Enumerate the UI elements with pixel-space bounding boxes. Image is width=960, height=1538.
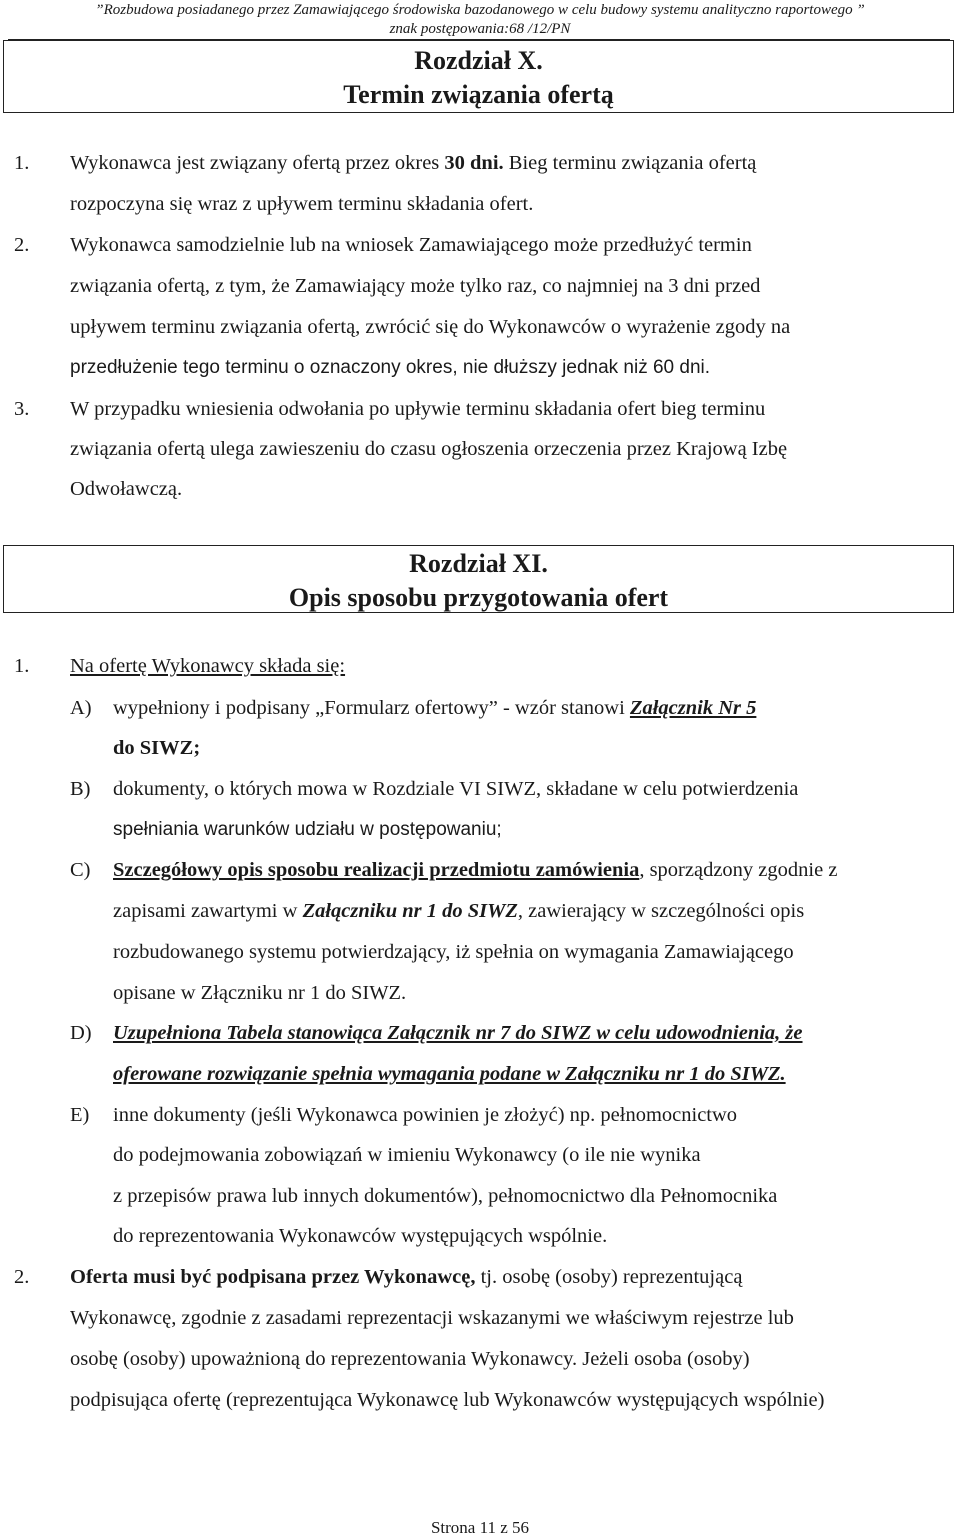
ch10-item-3-number: 3. (14, 398, 30, 420)
item-c-line-2: zapisami zawartymi w Załączniku nr 1 do SIWZ, zawierający w szczególności opis (113, 900, 805, 922)
chapter-11-title-box (3, 545, 954, 613)
ch10-item-3-line-2: związania ofertą ulega zawieszeniu do czasu ogłoszenia orzeczenia przez Krajową Izbę (70, 438, 788, 460)
item-a-line-1: wypełniony i podpisany „Formularz ofertowy” - wzór stanowi Załącznik Nr 5 (113, 697, 757, 719)
ch10-item-2-line-4: przedłużenie tego terminu o oznaczony okres, nie dłuższy jednak niż 60 dni. (70, 357, 711, 378)
chapter-11-title: Opis sposobu przygotowania ofert (288, 583, 669, 612)
page-number: Strona 11 z 56 (430, 1518, 530, 1537)
item-d-line-1: Uzupełniona Tabela stanowiąca Załącznik nr 7 do SIWZ w celu udowodnienia, że (113, 1022, 803, 1044)
chapter-10-title: Termin związania ofertą (343, 80, 614, 109)
item-b-line-2: spełniania warunków udziału w postępowaniu; (113, 819, 502, 840)
item-c-line-1: Szczegółowy opis sposobu realizacji przedmiotu zamówienia, sporządzony zgodnie z (113, 859, 838, 881)
item-c-line-3: rozbudowanego systemu potwierdzający, iż spełnia on wymagania Zamawiającego (113, 941, 794, 963)
ch11-section-2-number: 2. (14, 1266, 30, 1288)
item-e-line-3: z przepisów prawa lub innych dokumentów), pełnomocnictwo dla Pełnomocnika (113, 1185, 778, 1207)
item-a-label: A) (70, 697, 92, 719)
header-case-number: znak postępowania:68 /12/PN (389, 21, 571, 37)
item-d-line-2: oferowane rozwiązanie spełnia wymagania podane w Załączniku nr 1 do SIWZ. (113, 1063, 786, 1085)
ch10-item-1-line-1: Wykonawca jest związany ofertą przez okres 30 dni. Bieg terminu związania ofertą (70, 152, 757, 174)
ch11-section-1-number: 1. (14, 655, 30, 677)
ch10-item-3-line-3: Odwoławczą. (70, 478, 183, 500)
ch10-item-2-line-3: upływem terminu związania ofertą, zwrócić się do Wykonawców o wyrażenie zgody na (70, 316, 791, 338)
ch11-section-2-line-2: Wykonawcę, zgodnie z zasadami reprezentacji wskazanymi we właściwym rejestrze lub (70, 1307, 794, 1329)
chapter-10-title-box (3, 40, 954, 113)
ch10-item-2-number: 2. (14, 234, 30, 256)
chapter-10-number: Rozdział X. (414, 46, 543, 75)
item-c-label: C) (70, 859, 91, 881)
ch11-section-2-line-4: podpisująca ofertę (reprezentująca Wykonawcę lub Wykonawców występujących wspólnie) (70, 1389, 825, 1411)
item-e-line-2: do podejmowania zobowiązań w imieniu Wykonawcy (o ile nie wynika (113, 1144, 701, 1166)
ch11-section-2-line-3: osobę (osoby) upoważnioną do reprezentowania Wykonawcy. Jeżeli osoba (osoby) (70, 1348, 750, 1370)
item-d-label: D) (70, 1022, 92, 1044)
header-project: ”Rozbudowa posiadanego przez Zamawiającego środowiska bazodanowego w celu budowy systemu analityczno raportowego ” (95, 2, 865, 18)
ch10-item-2-line-2: związania ofertą, z tym, że Zamawiający może tylko raz, co najmniej na 3 dni przed (70, 275, 761, 297)
item-e-line-4: do reprezentowania Wykonawców występujących wspólnie. (113, 1225, 608, 1247)
ch11-section-2-line-1: Oferta musi być podpisana przez Wykonawcę, tj. osobę (osoby) reprezentującą (70, 1266, 743, 1288)
item-a-line-2: do SIWZ; (113, 737, 201, 759)
ch10-item-2-line-1: Wykonawca samodzielnie lub na wniosek Zamawiającego może przedłużyć termin (70, 234, 752, 256)
item-e-label: E) (70, 1104, 90, 1126)
ch10-item-3-line-1: W przypadku wniesienia odwołania po upływie terminu składania ofert bieg terminu (70, 398, 766, 420)
item-b-label: B) (70, 778, 91, 800)
ch10-item-1-line-2: rozpoczyna się wraz z upływem terminu składania ofert. (70, 193, 534, 215)
chapter-11-number: Rozdział XI. (409, 549, 548, 578)
item-e-line-1: inne dokumenty (jeśli Wykonawca powinien je złożyć) np. pełnomocnictwo (113, 1104, 738, 1126)
item-c-line-4: opisane w Złączniku nr 1 do SIWZ. (113, 982, 407, 1004)
item-b-line-1: dokumenty, o których mowa w Rozdziale VI SIWZ, składane w celu potwierdzenia (113, 778, 799, 800)
ch11-section-1-heading: Na ofertę Wykonawcy składa się: (70, 655, 346, 677)
ch10-item-1-number: 1. (14, 152, 30, 174)
